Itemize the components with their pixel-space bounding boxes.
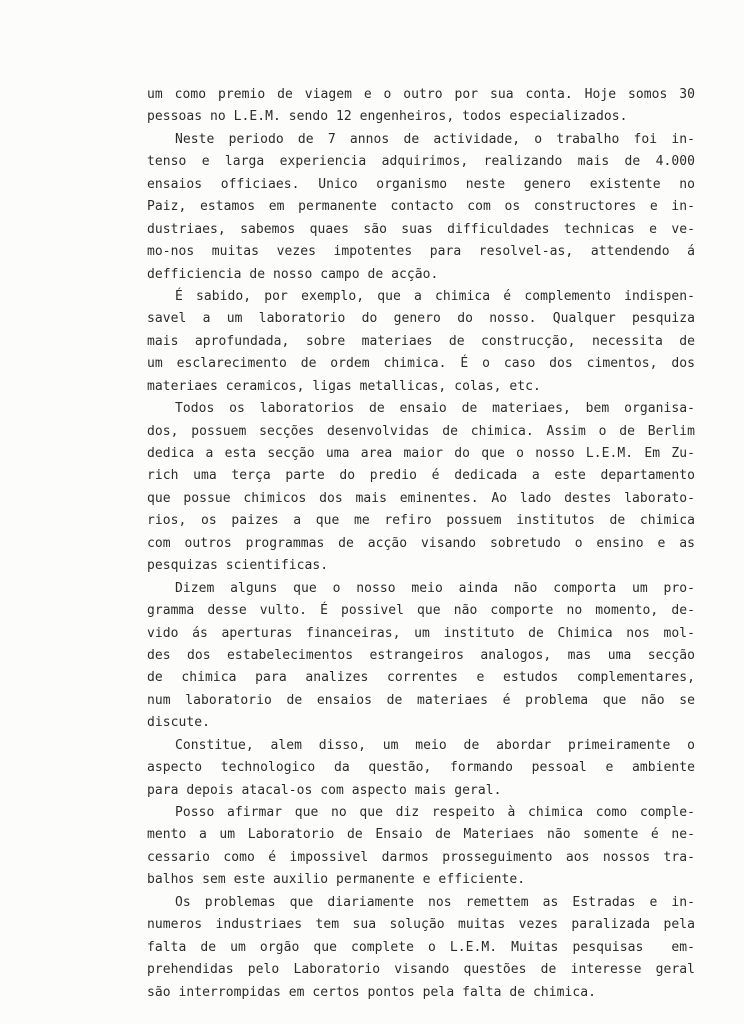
text-line: discute. (147, 715, 211, 731)
text-line: num laboratorio de ensaios de materiaes é problema que não se (147, 692, 695, 708)
text-line: Constitue, alem disso, um meio de abordar primeiramente o (175, 737, 695, 753)
text-line: para depois atacal-os com aspecto mais geral. (147, 782, 502, 798)
text-line: pesquizas scientificas. (147, 558, 329, 574)
text-line: balhos sem este auxilio permanente e efficiente. (147, 872, 526, 888)
text-line: dos, possuem secções desenvolvidas de chimica. Assim o de Berlim (147, 423, 695, 439)
text-line: dedica a esta secção uma area maior do que o nosso L.E.M. Em Zu- (147, 446, 695, 461)
text-line: É sabido, por exemplo, que a chimica é complemento indispen- (175, 288, 695, 304)
text-line: um como premio de viagem e o outro por sua conta. Hoje somos 30 (147, 87, 695, 102)
text-line: ensaios officiaes. Unico organismo neste genero existente no (147, 176, 695, 192)
text-line: um esclarecimento de ordem chimica. É o caso dos cimentos, dos (147, 356, 695, 372)
text-line: Todos os laboratorios de ensaio de materiaes, bem organisa- (175, 401, 695, 417)
text-line: falta de um orgão que complete o L.E.M. Muitas pesquisas em- (147, 939, 695, 955)
text-line: Dizem alguns que o nosso meio ainda não comporta um pro- (175, 580, 695, 596)
paragraph (147, 892, 695, 1004)
paragraph (147, 286, 695, 398)
text-line: rios, os paizes a que me refiro possuem institutos de chimica (147, 513, 695, 529)
text-line: mo-nos muitas vezes impotentes para resolvel-as, attendendo á (147, 244, 695, 260)
text-line: cessario como é impossivel darmos prosseguimento aos nossos tra- (147, 849, 695, 865)
text-line: de chimica para analizes correntes e estudos complementares, (147, 670, 695, 686)
text-line: savel a um laboratorio do genero do nosso. Qualquer pesquiza (147, 311, 695, 327)
text-line: prehendidas pelo Laboratorio visando questões de interesse geral (147, 962, 695, 978)
text-line: aspecto technologico da questão, formando pessoal e ambiente (147, 760, 695, 776)
text-line: numeros industriaes tem sua solução muitas vezes paralizada pela (147, 917, 695, 933)
text-line: pessoas no L.E.M. sendo 12 engenheiros, todos especializados. (147, 109, 628, 125)
text-line: mento a um Laboratorio de Ensaio de Materiaes não somente é ne- (147, 827, 695, 843)
text-line: são interrompidas em certos pontos pela falta de chimica. (147, 984, 596, 1000)
text-line: vido ás aperturas financeiras, um instituto de Chimica nos mol- (147, 625, 695, 641)
body-text (147, 84, 695, 1004)
text-line: Paiz, estamos em permanente contacto com os constructores e in- (147, 199, 695, 215)
text-line: dustriaes, sabemos quaes são suas difficuldades technicas e ve- (147, 221, 695, 237)
text-line: que possue chimicos dos mais eminentes. Ao lado destes laborato- (147, 490, 695, 506)
text-line: Posso afirmar que no que diz respeito à chimica como comple- (175, 805, 695, 820)
text-line: rich uma terça parte do predio é dedicada a este departamento (147, 468, 695, 484)
paragraph (147, 398, 695, 578)
text-line: materiaes ceramicos, ligas metallicas, colas, etc. (147, 378, 541, 394)
text-line: tenso e larga experiencia adquirimos, realizando mais de 4.000 (147, 154, 695, 170)
paragraph (147, 129, 695, 286)
text-line: Os problemas que diariamente nos remettem as Estradas e in- (175, 894, 695, 910)
text-line: Neste periodo de 7 annos de actividade, o trabalho foi in- (175, 131, 695, 147)
text-line: des dos estabelecimentos estrangeiros analogos, mas uma secção (147, 647, 695, 663)
paragraph (147, 735, 695, 802)
text-line: defficiencia de nosso campo de acção. (147, 266, 439, 282)
text-line: mais aprofundada, sobre materiaes de construcção, necessita de (147, 333, 695, 349)
paragraph (147, 578, 695, 735)
paragraph (147, 802, 695, 892)
text-line: com outros programmas de acção visando sobretudo o ensino e as (147, 535, 695, 551)
text-line: gramma desse vulto. É possivel que não comporte no momento, de- (147, 603, 695, 619)
paragraph (147, 84, 695, 129)
